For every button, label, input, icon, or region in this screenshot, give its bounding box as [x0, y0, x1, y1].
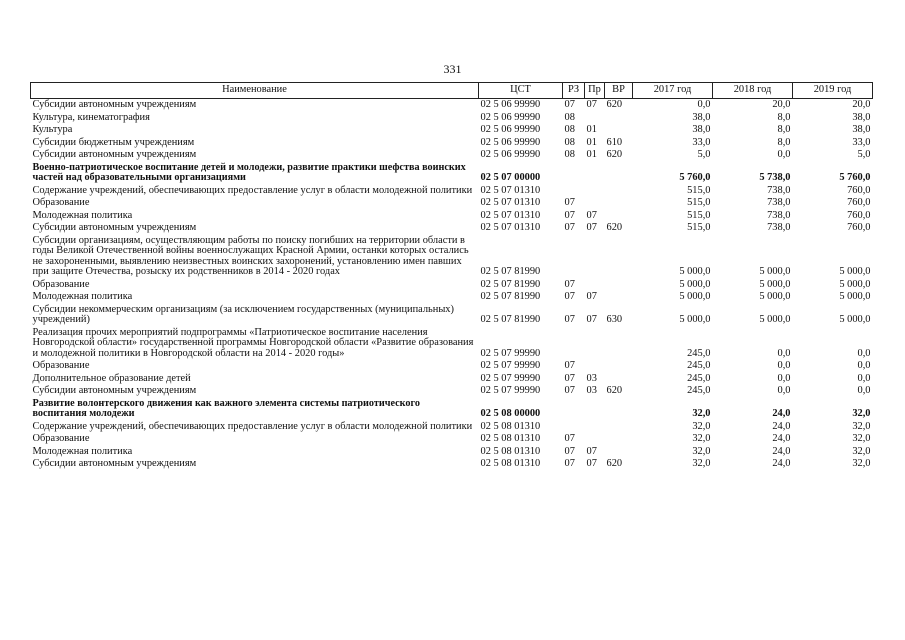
cell-name: Субсидии бюджетным учреждениям	[32, 136, 195, 148]
table-row	[31, 112, 873, 125]
cell-2018: 5 000,0	[759, 314, 791, 325]
cell-pr	[585, 197, 605, 210]
cell-2019: 32,0	[852, 433, 871, 444]
header-rz: РЗ	[563, 83, 585, 99]
cell-vr: 620	[606, 458, 623, 469]
cell-pr	[585, 421, 605, 434]
cell-2018: 24,0	[772, 458, 791, 469]
cell-2018: 0,0	[777, 360, 791, 371]
cell-rz: 07	[564, 433, 575, 444]
table-row	[31, 446, 873, 459]
cell-cst: 02 5 07 01310	[480, 197, 541, 208]
cell-name: Культура, кинематография	[32, 111, 150, 123]
table-row	[31, 385, 873, 398]
cell-cst: 02 5 08 00000	[480, 408, 541, 419]
cell-2018: 5 000,0	[759, 291, 791, 302]
header-name: Наименование	[31, 83, 479, 99]
cell-2018: 0,0	[777, 149, 791, 160]
table-row	[31, 360, 873, 373]
cell-2019: 0,0	[857, 372, 871, 384]
table-body	[31, 99, 873, 471]
cell-rz: 08	[564, 149, 575, 160]
cell-cst: 02 5 07 01310	[480, 184, 541, 196]
cell-vr	[605, 398, 633, 421]
cell-pr: 07	[586, 458, 597, 469]
cell-name: Военно-патриотическое воспитание детей и молодежи, развитие практики шефства воинских частей над образовательными организациями	[32, 161, 466, 183]
cell-2018: 0,0	[777, 385, 791, 396]
cell-cst: 02 5 06 99990	[480, 136, 541, 148]
cell-rz: 07	[564, 209, 575, 221]
cell-rz: 07	[564, 372, 575, 384]
cell-2018: 24,0	[772, 445, 791, 457]
cell-vr: 620	[606, 149, 623, 160]
cell-2017: 33,0	[692, 136, 711, 148]
table-row	[31, 304, 873, 327]
cell-vr	[605, 162, 633, 185]
cell-cst: 02 5 06 99990	[480, 124, 541, 135]
page-number: 331	[443, 62, 462, 76]
cell-2019: 760,0	[847, 184, 871, 196]
cell-2018: 0,0	[777, 347, 791, 359]
cell-2017: 515,0	[687, 197, 711, 208]
cell-cst: 02 5 08 01310	[480, 458, 541, 469]
cell-name: Субсидии автономным учреждениям	[32, 222, 197, 233]
cell-2018: 8,0	[777, 124, 791, 135]
table-row	[31, 137, 873, 150]
cell-2019: 33,0	[852, 136, 871, 148]
header-vr: ВР	[605, 83, 633, 99]
header-2018: 2018 год	[713, 83, 793, 99]
table-row	[31, 291, 873, 304]
cell-pr	[585, 327, 605, 361]
cell-pr: 07	[586, 99, 597, 110]
budget-table	[30, 82, 873, 471]
table-row	[31, 327, 873, 361]
cell-cst: 02 5 08 01310	[480, 433, 541, 444]
cell-2018: 0,0	[777, 372, 791, 384]
cell-rz: 08	[564, 111, 575, 123]
cell-2019: 5 000,0	[839, 314, 871, 325]
cell-2017: 245,0	[687, 360, 711, 371]
cell-2017: 32,0	[692, 445, 711, 457]
cell-pr: 03	[586, 385, 597, 396]
cell-2019: 5 760,0	[839, 172, 871, 183]
cell-rz: 07	[564, 314, 575, 325]
cell-vr: 620	[606, 222, 623, 233]
cell-rz: 07	[564, 99, 575, 110]
cell-pr	[585, 360, 605, 373]
cell-rz: 07	[564, 385, 575, 396]
cell-pr	[585, 112, 605, 125]
cell-2019: 5 000,0	[839, 278, 871, 290]
cell-cst: 02 5 07 01310	[480, 209, 541, 221]
table-row	[31, 185, 873, 198]
cell-2019: 5 000,0	[839, 266, 871, 277]
cell-name: Субсидии автономным учреждениям	[32, 149, 197, 160]
cell-pr	[585, 433, 605, 446]
cell-name: Субсидии некоммерческим организациям (за исключением государственных (муниципальных) учреждений)	[32, 303, 454, 325]
cell-2017: 38,0	[692, 111, 711, 123]
cell-pr: 01	[586, 149, 597, 160]
table-row	[31, 162, 873, 185]
cell-cst: 02 5 07 01310	[480, 222, 541, 233]
cell-vr	[605, 124, 633, 137]
cell-cst: 02 5 06 99990	[480, 99, 541, 110]
cell-2018: 738,0	[767, 222, 791, 233]
cell-2017: 32,0	[692, 458, 711, 469]
cell-vr: 630	[606, 314, 623, 325]
cell-name: Образование	[32, 433, 90, 444]
cell-vr	[605, 112, 633, 125]
cell-cst: 02 5 07 00000	[480, 172, 541, 183]
cell-2018: 738,0	[767, 184, 791, 196]
cell-rz: 07	[564, 458, 575, 469]
table-row	[31, 279, 873, 292]
cell-2018: 24,0	[772, 408, 791, 419]
table-header-row	[31, 83, 873, 99]
table-row	[31, 433, 873, 446]
cell-2019: 5 000,0	[839, 291, 871, 302]
cell-vr	[605, 360, 633, 373]
cell-2017: 245,0	[687, 385, 711, 396]
cell-cst: 02 5 07 81990	[480, 291, 541, 302]
cell-cst: 02 5 07 99990	[480, 347, 541, 359]
cell-2017: 245,0	[687, 372, 711, 384]
cell-2018: 24,0	[772, 433, 791, 444]
cell-vr	[605, 279, 633, 292]
cell-2017: 5 000,0	[679, 266, 711, 277]
cell-rz: 07	[564, 222, 575, 233]
cell-2018: 5 000,0	[759, 278, 791, 290]
cell-rz: 08	[564, 136, 575, 148]
table-row	[31, 210, 873, 223]
table-row	[31, 373, 873, 386]
cell-name: Реализация прочих мероприятий подпрограммы «Патриотическое воспитание населения Новгородской области» государственной программы Новгородской области «Развитие образования и молодежной политики в Новгородской области на 2014 - 2020 годы»	[32, 326, 474, 359]
cell-pr	[585, 398, 605, 421]
cell-name: Образование	[32, 360, 90, 371]
cell-vr: 620	[606, 99, 623, 110]
cell-cst: 02 5 06 99990	[480, 149, 541, 160]
table-row	[31, 458, 873, 471]
cell-rz: 07	[564, 360, 575, 371]
cell-2018: 738,0	[767, 209, 791, 221]
table-row	[31, 149, 873, 162]
cell-pr: 07	[586, 314, 597, 325]
cell-cst: 02 5 07 81990	[480, 278, 541, 290]
cell-2019: 760,0	[847, 197, 871, 208]
cell-2019: 32,0	[852, 408, 871, 419]
header-cst: ЦСТ	[479, 83, 563, 99]
cell-2017: 0,0	[697, 99, 711, 110]
cell-name: Субсидии организациям, осуществляющим работы по поиску погибших на территории области в годы Великой Отечественной войны военнослужащих Красной Армии, останки которых остались не захороненными, выявлению неизвестных воинских захоронений, установлению имен павших при защите Отечества, розыску их родственников в 2014 - 2020 годах	[32, 234, 469, 277]
cell-name: Субсидии автономным учреждениям	[32, 458, 197, 469]
cell-vr	[605, 291, 633, 304]
cell-rz: 07	[564, 278, 575, 290]
cell-2018: 20,0	[772, 99, 791, 110]
cell-pr: 07	[586, 222, 597, 233]
cell-vr	[605, 421, 633, 434]
table-row	[31, 398, 873, 421]
cell-2018: 738,0	[767, 197, 791, 208]
cell-2019: 0,0	[857, 347, 871, 359]
table-row	[31, 235, 873, 279]
cell-2017: 5,0	[697, 149, 711, 160]
cell-2019: 38,0	[852, 111, 871, 123]
cell-pr	[585, 162, 605, 185]
cell-2019: 760,0	[847, 222, 871, 233]
cell-2019: 5,0	[857, 149, 871, 160]
cell-2019: 32,0	[852, 445, 871, 457]
cell-2017: 515,0	[687, 184, 711, 196]
cell-name: Молодежная политика	[32, 445, 133, 457]
cell-name: Дополнительное образование детей	[32, 372, 191, 384]
cell-pr	[585, 185, 605, 198]
cell-pr: 01	[586, 136, 597, 148]
cell-2019: 0,0	[857, 385, 871, 396]
table-row	[31, 124, 873, 137]
cell-rz	[563, 162, 585, 185]
cell-cst: 02 5 07 99990	[480, 372, 541, 384]
cell-pr: 01	[586, 124, 597, 135]
cell-cst: 02 5 07 99990	[480, 385, 541, 396]
cell-vr	[605, 210, 633, 223]
cell-vr	[605, 327, 633, 361]
cell-cst: 02 5 06 99990	[480, 111, 541, 123]
header-2017: 2017 год	[633, 83, 713, 99]
cell-cst: 02 5 07 81990	[480, 314, 541, 325]
cell-2017: 5 000,0	[679, 291, 711, 302]
cell-pr: 07	[586, 445, 597, 457]
table-row	[31, 222, 873, 235]
cell-2019: 760,0	[847, 209, 871, 221]
cell-2017: 32,0	[692, 433, 711, 444]
cell-cst: 02 5 07 99990	[480, 360, 541, 371]
cell-2017: 5 000,0	[679, 278, 711, 290]
cell-2019: 38,0	[852, 124, 871, 135]
cell-rz: 07	[564, 445, 575, 457]
cell-2017: 245,0	[687, 347, 711, 359]
cell-name: Молодежная политика	[32, 209, 133, 221]
cell-vr	[605, 446, 633, 459]
cell-2019: 32,0	[852, 458, 871, 469]
header-pr: Пр	[585, 83, 605, 99]
cell-name: Субсидии автономным учреждениям	[32, 385, 197, 396]
cell-vr	[605, 373, 633, 386]
cell-vr	[605, 235, 633, 279]
cell-pr: 07	[586, 209, 597, 221]
cell-cst: 02 5 08 01310	[480, 420, 541, 432]
cell-name: Образование	[32, 278, 90, 290]
cell-pr: 07	[586, 291, 597, 302]
cell-rz	[563, 398, 585, 421]
cell-2018: 8,0	[777, 111, 791, 123]
cell-2017: 32,0	[692, 408, 711, 419]
cell-name: Образование	[32, 197, 90, 208]
cell-vr	[605, 185, 633, 198]
cell-2017: 515,0	[687, 209, 711, 221]
cell-name: Содержание учреждений, обеспечивающих предоставление услуг в области молодежной политики	[32, 420, 473, 432]
cell-2017: 5 760,0	[679, 172, 711, 183]
cell-2017: 5 000,0	[679, 314, 711, 325]
cell-2018: 5 738,0	[759, 172, 791, 183]
cell-vr: 610	[606, 136, 623, 148]
table-row	[31, 421, 873, 434]
cell-2019: 20,0	[852, 99, 871, 110]
cell-2019: 0,0	[857, 360, 871, 371]
cell-name: Молодежная политика	[32, 291, 133, 302]
cell-2017: 515,0	[687, 222, 711, 233]
cell-rz: 07	[564, 291, 575, 302]
cell-pr	[585, 235, 605, 279]
cell-2018: 5 000,0	[759, 266, 791, 277]
table-row	[31, 197, 873, 210]
cell-name: Субсидии автономным учреждениям	[32, 99, 197, 110]
cell-2017: 38,0	[692, 124, 711, 135]
cell-rz	[563, 185, 585, 198]
cell-rz	[563, 421, 585, 434]
cell-cst: 02 5 08 01310	[480, 445, 541, 457]
cell-2017: 32,0	[692, 420, 711, 432]
cell-rz	[563, 235, 585, 279]
cell-name: Развитие волонтерского движения как важного элемента системы патриотического воспитания молодежи	[32, 397, 420, 419]
cell-rz	[563, 327, 585, 361]
cell-2019: 32,0	[852, 420, 871, 432]
cell-name: Содержание учреждений, обеспечивающих предоставление услуг в области молодежной политики	[32, 184, 473, 196]
cell-vr	[605, 197, 633, 210]
cell-pr: 03	[586, 372, 597, 384]
cell-cst: 02 5 07 81990	[480, 266, 541, 277]
cell-2018: 8,0	[777, 136, 791, 148]
cell-rz: 08	[564, 124, 575, 135]
cell-vr	[605, 433, 633, 446]
cell-rz: 07	[564, 197, 575, 208]
cell-2018: 24,0	[772, 420, 791, 432]
cell-name: Культура	[32, 124, 73, 135]
table-row	[31, 99, 873, 112]
cell-vr: 620	[606, 385, 623, 396]
header-2019: 2019 год	[793, 83, 873, 99]
cell-pr	[585, 279, 605, 292]
